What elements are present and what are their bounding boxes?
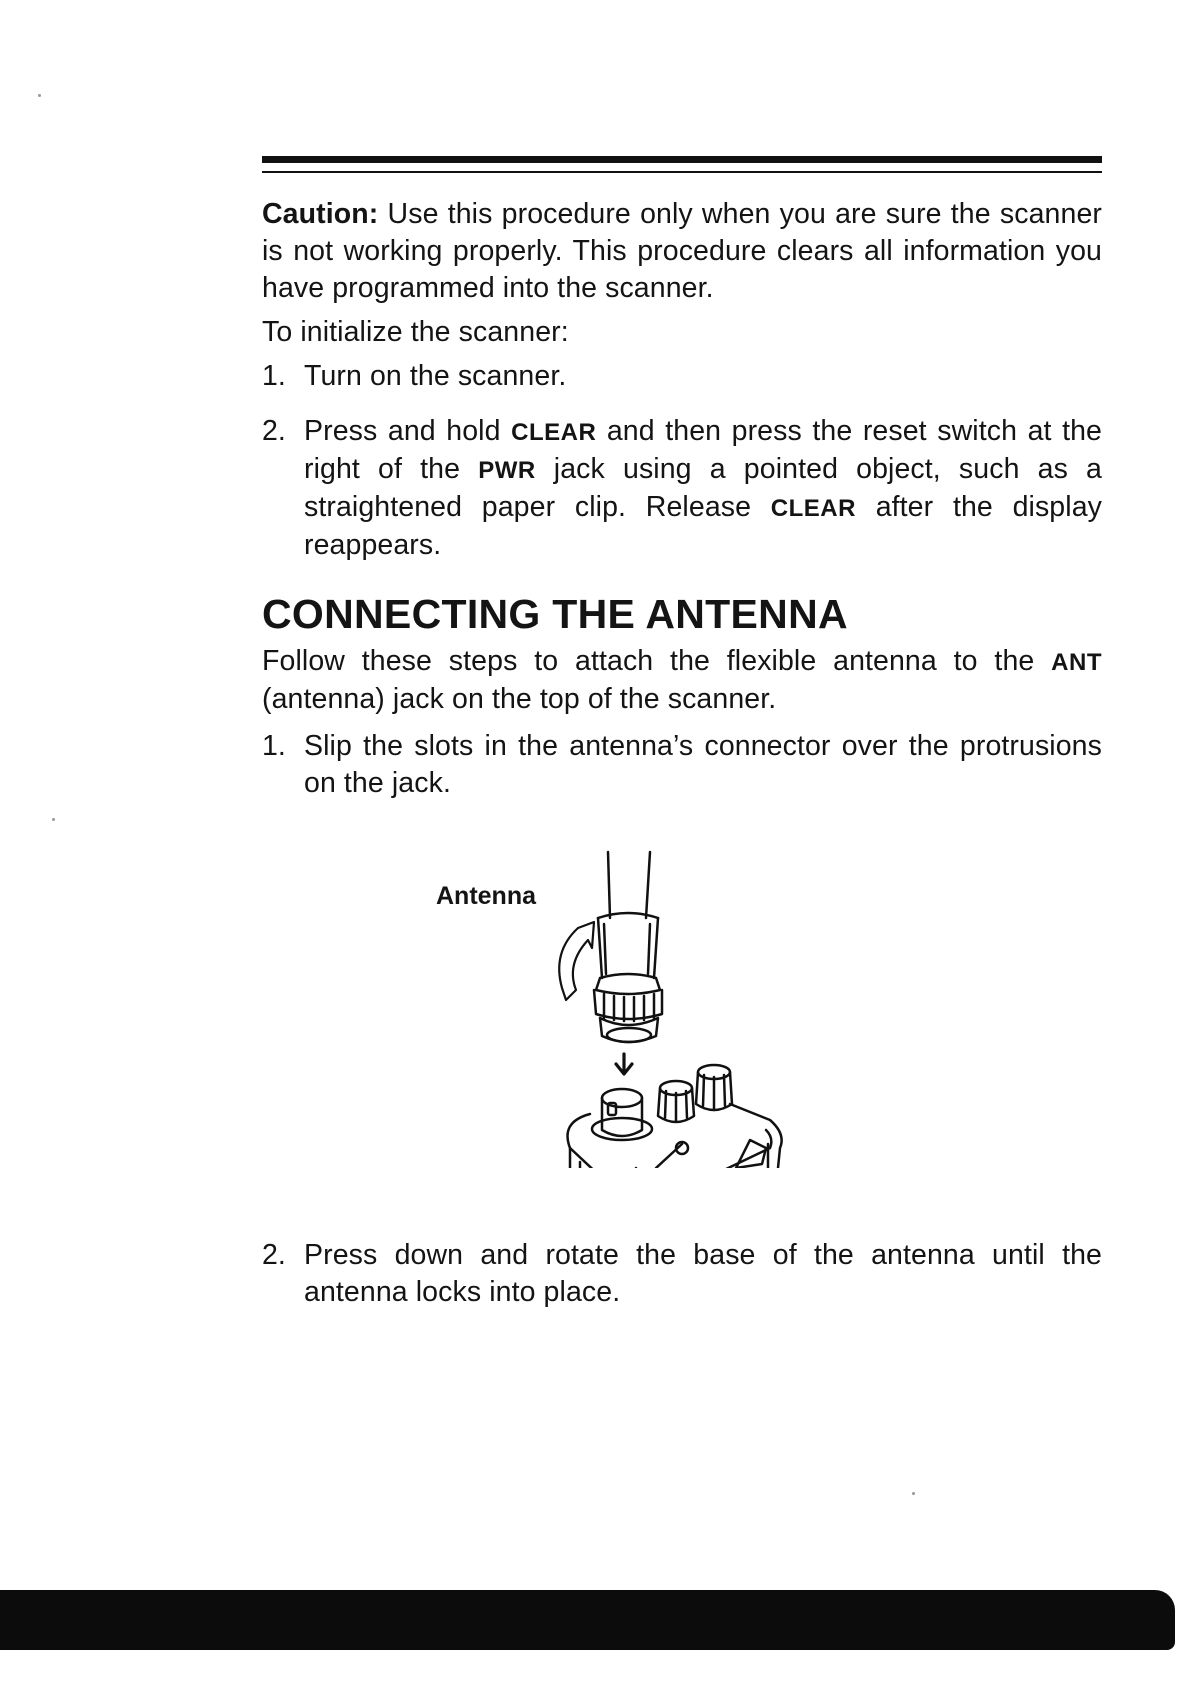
step-text-part: jack using a pointed object, such as a straightened paper clip. Release <box>304 453 1102 523</box>
antenna-label: Antenna <box>436 882 536 910</box>
caution-paragraph <box>262 196 1102 307</box>
antenna-step-2 <box>262 1237 1102 1311</box>
caution-text: Use this procedure only when you are sure the scanner is not working properly. This procedure clears all information you have programmed into the scanner. <box>262 198 1102 304</box>
footer-band <box>0 1590 1175 1650</box>
caution-label: Caution: <box>262 198 379 230</box>
step-text-part: and then press the reset switch at the right of the <box>304 415 1102 485</box>
initialize-step-2 <box>262 413 1102 564</box>
key-clear: CLEAR <box>770 495 856 522</box>
key-clear: CLEAR <box>511 419 597 446</box>
antenna-illustration <box>420 848 800 1168</box>
header-rule-thick <box>262 156 1102 163</box>
key-ant: ANT <box>1051 649 1102 676</box>
key-pwr: PWR <box>478 457 536 484</box>
step-number: 1. <box>262 730 286 762</box>
step-text <box>304 413 1102 564</box>
step-number: 2. <box>262 415 286 447</box>
step-text-part: after the display reappears. <box>304 491 1102 561</box>
scan-speck <box>38 94 41 97</box>
header-rule-thin <box>262 171 1102 173</box>
antenna-intro <box>262 643 1102 718</box>
main-content <box>262 196 1102 802</box>
antenna-figure <box>420 848 800 1168</box>
step-text: Slip the slots in the antenna’s connector over the protrusions on the jack. <box>304 730 1102 799</box>
step-text-part: Press and hold <box>304 415 512 447</box>
initialize-step-1 <box>262 358 1102 395</box>
main-content-continued <box>262 1237 1102 1311</box>
scan-speck <box>912 1492 915 1495</box>
step-number: 1. <box>262 360 286 392</box>
intro-text-part: (antenna) jack on the top of the scanner. <box>262 683 777 715</box>
step-text: Turn on the scanner. <box>304 360 567 392</box>
antenna-step-1 <box>262 728 1102 802</box>
step-number: 2. <box>262 1239 286 1271</box>
step-text: Press down and rotate the base of the antenna until the antenna locks into place. <box>304 1239 1102 1308</box>
scan-speck <box>52 818 55 821</box>
initialize-intro: To initialize the scanner: <box>262 316 569 348</box>
intro-text-part: Follow these steps to attach the flexible antenna to the <box>262 645 1052 677</box>
section-heading: CONNECTING THE ANTENNA <box>262 591 848 637</box>
